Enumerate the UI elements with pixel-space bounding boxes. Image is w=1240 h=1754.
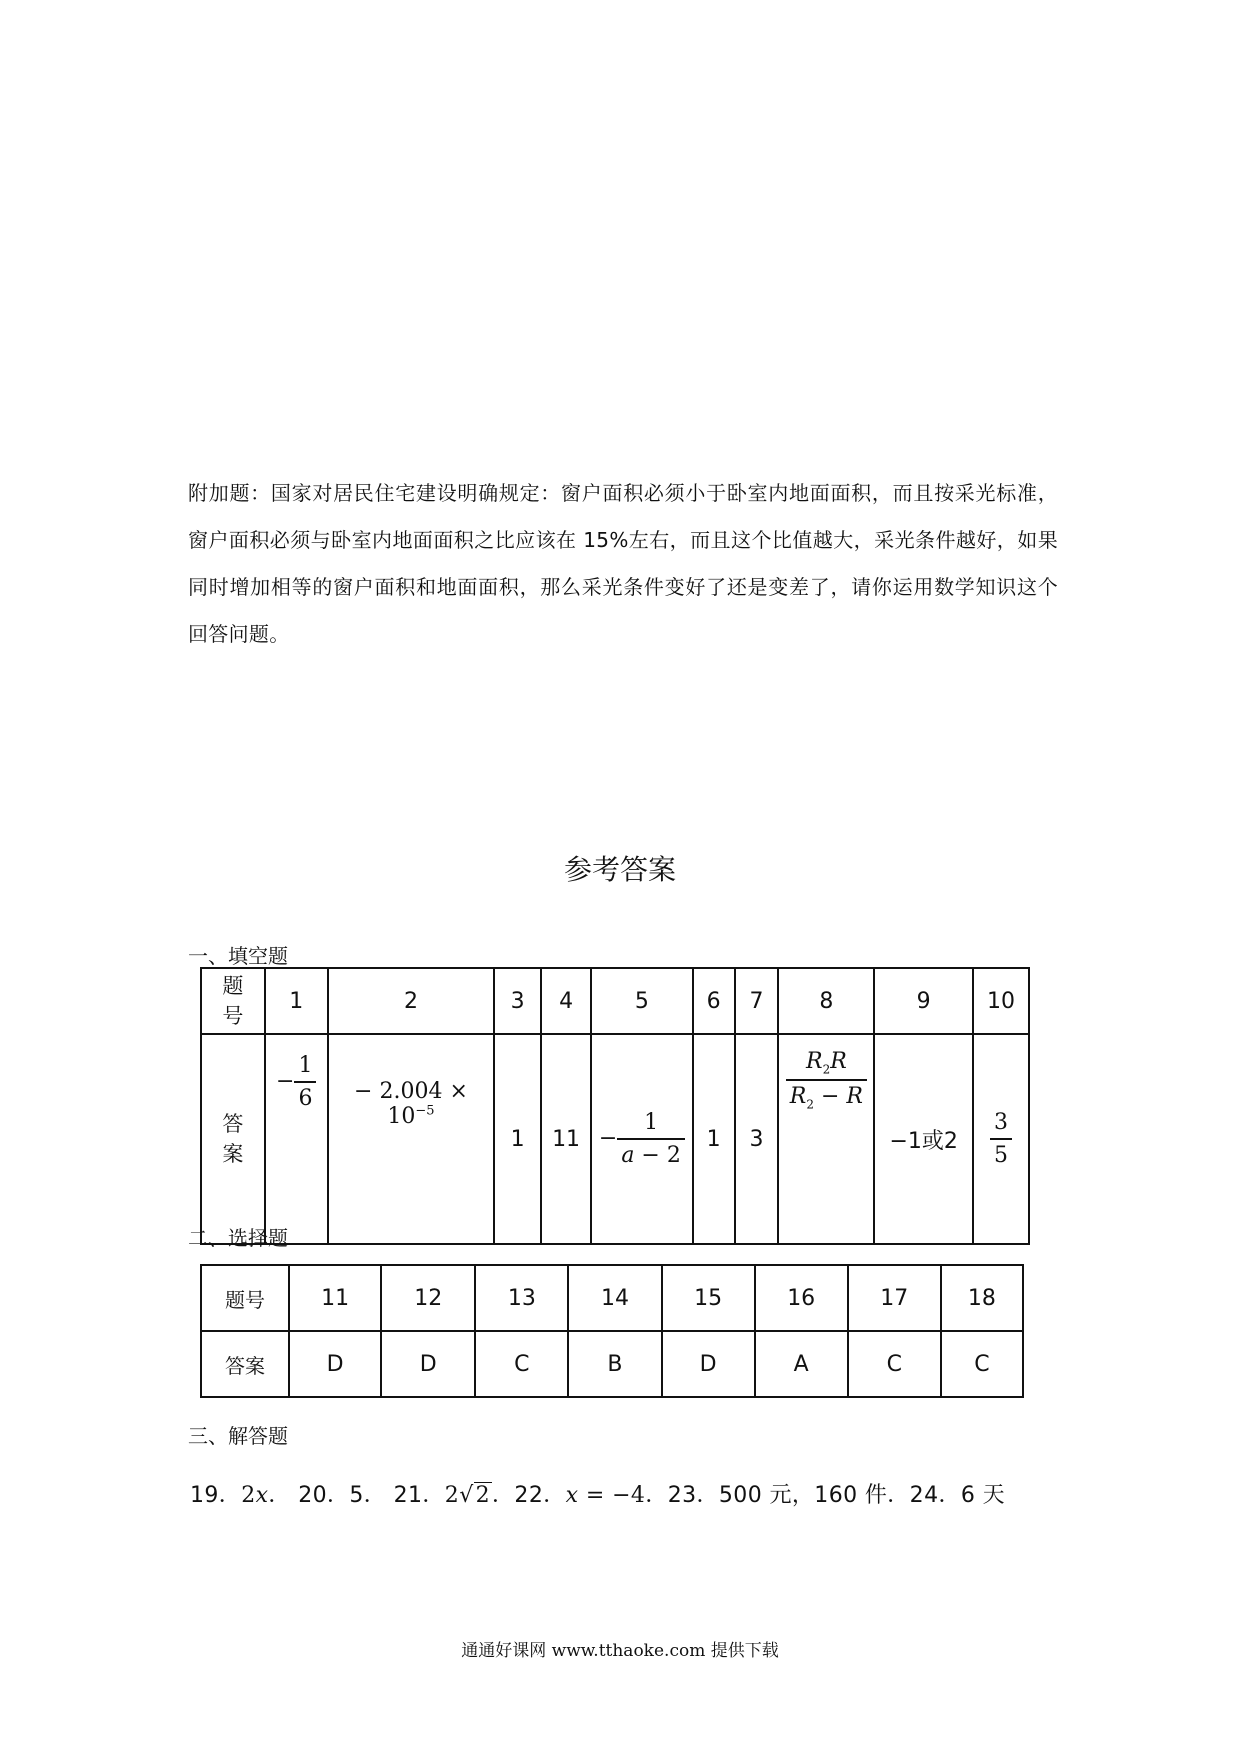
multiple-choice-table bbox=[200, 1264, 1024, 1398]
answer-cell-10: $\frac{3}{5}$ bbox=[973, 1034, 1029, 1244]
answer-cell-7: 3 bbox=[735, 1034, 779, 1244]
question-number-cell: 2 bbox=[328, 968, 495, 1034]
answer-label: 答案 bbox=[201, 1331, 289, 1397]
question-number-cell: 3 bbox=[494, 968, 541, 1034]
answer-cell-5: − $\frac{1}{a - 2}$ bbox=[591, 1034, 693, 1244]
question-number-cell: 17 bbox=[848, 1265, 941, 1331]
question-number-cell: 6 bbox=[693, 968, 735, 1034]
answers-title: 参考答案 bbox=[563, 853, 676, 886]
choice-answer-cell: D bbox=[381, 1331, 475, 1397]
choice-answer-cell: D bbox=[662, 1331, 755, 1397]
choice-answer-cell: C bbox=[848, 1331, 941, 1397]
fill-blank-heading: 一、填空题 bbox=[188, 944, 288, 968]
fill-blank-table bbox=[200, 967, 1030, 1245]
extra-problem-text: 附加题：国家对居民住宅建设明确规定：窗户面积必须小于卧室内地面面积，而且按采光标准，窗户面积必须与卧室内地面面积之比应该在 15%左右，而且这个比值越大，采光条件越好，如果同时增加相等的窗户面积和地面面积，那么采光条件变好了还是变差了，请你运用数学知识这个回答问题。 bbox=[188, 481, 1058, 646]
question-number-cell: 18 bbox=[941, 1265, 1023, 1331]
question-number-cell: 1 bbox=[265, 968, 328, 1034]
choice-answer-row bbox=[201, 1331, 1023, 1397]
answer-cell-9: −1或2 bbox=[874, 1034, 973, 1244]
answer-cell-4: 11 bbox=[541, 1034, 591, 1244]
fill-blank-answer-row bbox=[201, 1034, 1029, 1244]
question-number-cell: 4 bbox=[541, 968, 591, 1034]
question-number-label: 题 号 bbox=[201, 968, 265, 1034]
choice-answer-cell: B bbox=[568, 1331, 661, 1397]
multiple-choice-heading: 二、选择题 bbox=[188, 1226, 288, 1250]
answer-cell-8: $\frac{R_2R}{R_2 - R}$ bbox=[778, 1034, 874, 1244]
answer-cell-2: − $2.004 \times 10^{-5}$ bbox=[328, 1034, 495, 1244]
question-number-cell: 9 bbox=[874, 968, 973, 1034]
fill-blank-number-row bbox=[201, 968, 1029, 1034]
choice-number-row bbox=[201, 1265, 1023, 1331]
question-number-cell: 14 bbox=[568, 1265, 661, 1331]
choice-answer-cell: C bbox=[941, 1331, 1023, 1397]
answer-cell-1: − $\frac{1}{6}$ bbox=[265, 1034, 328, 1244]
answer-cell-6: 1 bbox=[693, 1034, 735, 1244]
question-number-cell: 10 bbox=[973, 968, 1029, 1034]
question-number-cell: 12 bbox=[381, 1265, 475, 1331]
choice-answer-cell: D bbox=[289, 1331, 381, 1397]
answer-label: 答 案 bbox=[201, 1034, 265, 1244]
question-number-cell: 8 bbox=[778, 968, 874, 1034]
question-number-cell: 13 bbox=[475, 1265, 568, 1331]
answer-cell-3: 1 bbox=[494, 1034, 541, 1244]
question-number-label: 题号 bbox=[201, 1265, 289, 1331]
question-number-cell: 11 bbox=[289, 1265, 381, 1331]
choice-answer-cell: C bbox=[475, 1331, 568, 1397]
solution-heading: 三、解答题 bbox=[188, 1424, 288, 1448]
footer-source: 通通好课网 www.tthaoke.com 提供下载 bbox=[461, 1641, 779, 1661]
question-number-cell: 5 bbox=[591, 968, 693, 1034]
question-number-cell: 7 bbox=[735, 968, 779, 1034]
choice-answer-cell: A bbox=[755, 1331, 848, 1397]
solution-answers-line: 19．2x． 20．5． 21．2√2．22．x = −4．23．500 元，160 件．24．6 天 bbox=[190, 1483, 1006, 1508]
question-number-cell: 16 bbox=[755, 1265, 848, 1331]
question-number-cell: 15 bbox=[662, 1265, 755, 1331]
